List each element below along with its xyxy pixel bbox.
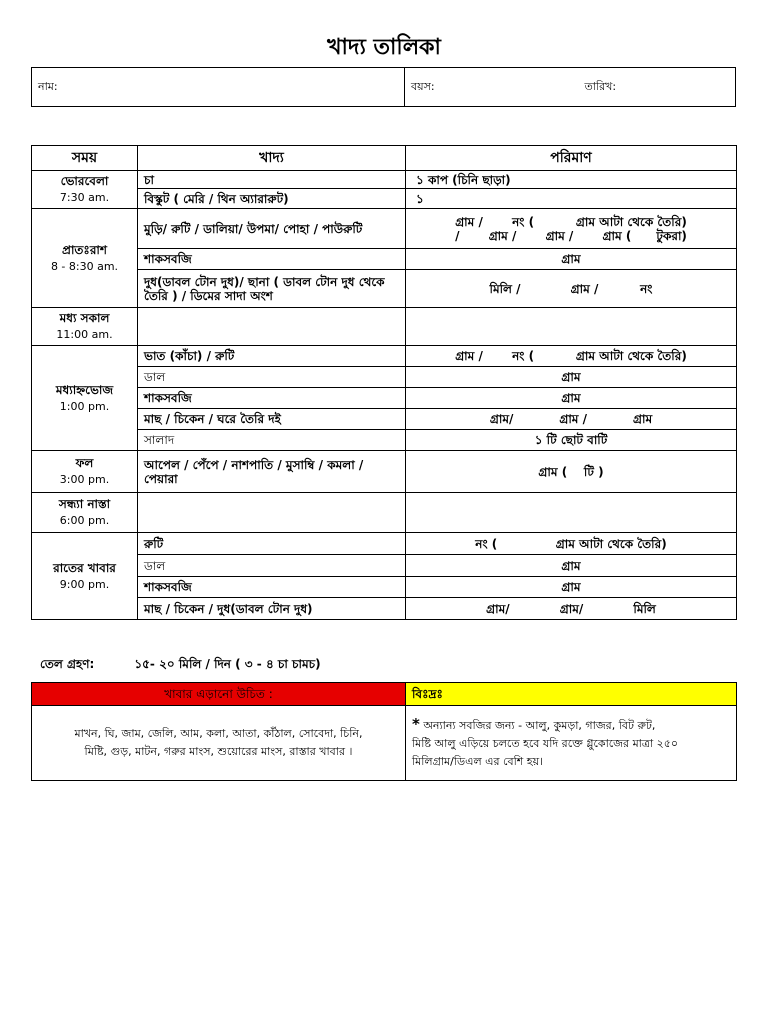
meal-row <box>32 209 737 249</box>
meal-row <box>32 409 737 430</box>
meal-row <box>32 388 737 409</box>
meal-row <box>32 493 737 533</box>
note-line-3: মিলিগ্রাম/ডিএল এর বেশি হয়। <box>412 755 543 768</box>
meal-time-cell <box>32 451 138 493</box>
oil-intake-label: তেল গ্রহণ: <box>40 657 95 671</box>
meal-row <box>32 367 737 388</box>
meal-row <box>32 430 737 451</box>
age-label: বয়স: <box>411 80 435 93</box>
meal-name: মধ্য সকাল <box>59 311 110 325</box>
quantity-cell[interactable]: গ্রাম/ গ্রাম/ মিলি <box>406 598 737 620</box>
meal-row <box>32 533 737 555</box>
meal-time: 3:00 pm. <box>59 473 110 486</box>
meal-time: 6:00 pm. <box>59 514 110 527</box>
meal-time-cell <box>32 493 138 533</box>
date-label: তারিখ: <box>584 80 617 93</box>
food-cell[interactable]: চা <box>138 171 406 189</box>
quantity-cell[interactable]: মিলি / গ্রাম / নং <box>406 270 737 308</box>
meal-time-cell <box>32 533 138 620</box>
food-cell[interactable]: শাকসবজি <box>138 388 406 409</box>
meal-row <box>32 171 737 189</box>
quantity-cell[interactable]: ১ <box>406 189 737 209</box>
food-cell[interactable]: সালাদ <box>138 430 406 451</box>
quantity-cell[interactable]: গ্রাম ( টি ) <box>406 451 737 493</box>
meal-name: প্রাতঃরাশ <box>61 242 108 257</box>
note-line-1: অন্যান্য সবজির জন্য - আলু, কুমড়া, গাজর, বিট রুট, <box>423 719 656 732</box>
meal-row <box>32 249 737 270</box>
quantity-cell[interactable]: নং ( গ্রাম আটা থেকে তৈরি) <box>406 533 737 555</box>
avoid-foods-line-1: মাখন, ঘি, জাম, জেলি, আম, কলা, আতা, কাঁঠাল, সোবেদা, চিনি, <box>74 727 363 740</box>
quantity-cell[interactable]: গ্রাম <box>406 367 737 388</box>
meal-row <box>32 598 737 620</box>
food-cell[interactable] <box>138 493 406 533</box>
meal-name: সন্ধ্যা নাস্তা <box>58 497 111 511</box>
patient-info-table <box>31 67 736 107</box>
food-cell[interactable] <box>138 308 406 346</box>
quantity-cell[interactable]: গ্রাম / নং ( গ্রাম আটা থেকে তৈরি) / গ্রাম / গ্রাম / গ্রাম ( টুকরা) <box>406 209 737 249</box>
quantity-cell[interactable]: গ্রাম <box>406 249 737 270</box>
meal-time-cell <box>32 209 138 308</box>
oil-intake-value: ১৫- ২০ মিলি / দিন ( ৩ - ৪ চা চামচ) <box>134 657 321 671</box>
meal-time: 7:30 am. <box>59 191 110 204</box>
meal-row <box>32 577 737 598</box>
quantity-cell[interactable]: গ্রাম <box>406 388 737 409</box>
food-cell[interactable]: শাকসবজি <box>138 249 406 270</box>
meal-time: 1:00 pm. <box>59 399 110 413</box>
meal-name: ফল <box>75 456 94 470</box>
note-line-2: মিষ্টি আলু এড়িয়ে চলতে হবে যদি রক্তে গ্লুকোজের মাত্রা ২৫০ <box>412 737 679 750</box>
meal-name: ভোরবেলা <box>60 174 109 188</box>
quantity-cell[interactable]: ১ টি ছোট বাটি <box>406 430 737 451</box>
page-title: খাদ্য তালিকা <box>327 35 441 60</box>
food-cell[interactable]: দুধ(ডাবল টোন দুধ)/ ছানা ( ডাবল টোন দুধ থেকে তৈরি ) / ডিমের সাদা অংশ <box>138 270 406 308</box>
food-cell[interactable]: শাকসবজি <box>138 577 406 598</box>
quantity-cell[interactable]: গ্রাম/ গ্রাম / গ্রাম <box>406 409 737 430</box>
quantity-cell[interactable] <box>406 493 737 533</box>
meal-time-cell <box>32 346 138 451</box>
note-text <box>406 706 737 781</box>
meal-row <box>32 555 737 577</box>
diet-table-header <box>32 146 737 171</box>
quantity-cell[interactable]: গ্রাম <box>406 555 737 577</box>
name-label: নাম: <box>38 80 58 93</box>
quantity-header: পরিমাণ <box>406 146 737 171</box>
food-cell[interactable]: মাছ / চিকেন / দুধ(ডাবল টোন দুধ) <box>138 598 406 620</box>
food-cell[interactable]: ডাল <box>138 555 406 577</box>
meal-name: মধ্যাহ্নভোজ <box>55 382 114 397</box>
meal-time: 11:00 am. <box>56 328 113 341</box>
meal-row <box>32 451 737 493</box>
meal-time-cell <box>32 308 138 346</box>
avoid-foods-line-2: মিষ্টি, গুড়, মাটন, গরুর মাংস, শুয়োরের মাংস, রাস্তার খাবার । <box>84 745 353 758</box>
time-header: সময় <box>32 146 138 171</box>
quantity-cell[interactable] <box>406 308 737 346</box>
food-header: খাদ্য <box>138 146 406 171</box>
food-cell[interactable]: রুটি <box>138 533 406 555</box>
avoid-foods-list <box>32 706 406 781</box>
note-header: বিঃদ্রঃ <box>406 683 737 706</box>
meal-row <box>32 270 737 308</box>
food-cell[interactable]: মাছ / চিকেন / ঘরে তৈরি দই <box>138 409 406 430</box>
meal-time-cell <box>32 171 138 209</box>
age-date-field[interactable] <box>405 68 736 107</box>
diet-table <box>31 145 737 620</box>
quantity-cell[interactable]: গ্রাম <box>406 577 737 598</box>
food-cell[interactable]: আপেল / পেঁপে / নাশপাতি / মুসাম্বি / কমলা / পেয়ারা <box>138 451 406 493</box>
quantity-cell[interactable]: গ্রাম / নং ( গ্রাম আটা থেকে তৈরি) <box>406 346 737 367</box>
meal-time: 8 - 8:30 am. <box>50 259 119 273</box>
meal-row <box>32 308 737 346</box>
meal-name: রাতের খাবার <box>53 560 116 575</box>
food-cell[interactable]: মুড়ি/ রুটি / ডালিয়া/ উপমা/ পোহা / পাউরুটি <box>138 209 406 249</box>
name-field[interactable] <box>32 68 405 107</box>
advice-table <box>31 682 737 781</box>
meal-row <box>32 189 737 209</box>
asterisk-icon: * <box>412 715 420 733</box>
food-cell[interactable]: বিস্কুট ( মেরি / থিন অ্যারারুট) <box>138 189 406 209</box>
food-cell[interactable]: ডাল <box>138 367 406 388</box>
avoid-foods-header: খাবার এড়ানো উচিত : <box>32 683 406 706</box>
food-cell[interactable]: ভাত (কাঁচা) / রুটি <box>138 346 406 367</box>
oil-intake-line <box>40 656 321 676</box>
meal-time: 9:00 pm. <box>59 577 110 591</box>
quantity-cell[interactable]: ১ কাপ (চিনি ছাড়া) <box>406 171 737 189</box>
meal-row <box>32 346 737 367</box>
